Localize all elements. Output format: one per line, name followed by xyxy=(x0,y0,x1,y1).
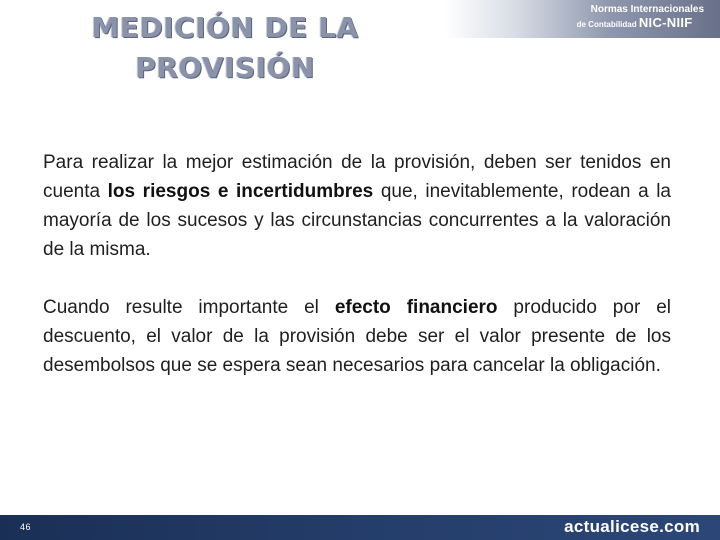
paragraph-text: Cuando resulte importante el xyxy=(43,297,335,318)
paragraph-emphasis: los riesgos e incertidumbres xyxy=(107,181,374,202)
niif-banner-line-2 xyxy=(577,16,704,32)
niif-banner-line-1: Normas Internacionales xyxy=(590,4,704,15)
paragraph-efecto-financiero xyxy=(43,293,671,380)
paragraph-text: Para realizar la mejor estimación de la provisión, deben ser tenidos en cuenta xyxy=(43,152,671,202)
niif-banner xyxy=(445,0,720,38)
paragraph-riesgos xyxy=(43,148,671,264)
footer-brand-logo: actualicese.com xyxy=(564,517,700,536)
paragraph-emphasis: efecto financiero xyxy=(334,297,498,318)
slide-title xyxy=(60,8,390,88)
page-number: 46 xyxy=(20,522,32,532)
niif-banner-code: NIC-NIIF xyxy=(638,15,693,30)
paragraph-text: producido por el descuento, el valor de la provisión debe ser el valor presente de los desembolsos que se espera sean necesarios para cancelar la obligación. xyxy=(43,297,671,376)
slide-title-line-2: PROVISIÓN xyxy=(135,51,315,84)
footer-bar xyxy=(0,515,720,540)
paragraph-text: que, inevitablemente, rodean a la mayoría de los sucesos y las circunstancias concurrentes a la valoración de la misma. xyxy=(43,181,672,260)
slide-body xyxy=(43,148,671,409)
niif-banner-prefix: de Contabilidad xyxy=(576,20,637,29)
slide-title-line-1: MEDICIÓN DE LA xyxy=(91,11,359,44)
niif-logo xyxy=(577,4,704,32)
